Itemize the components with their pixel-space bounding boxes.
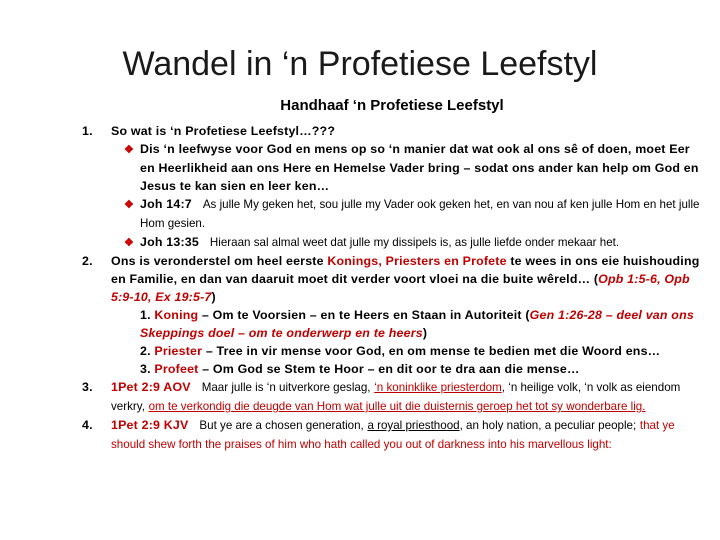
slide-subtitle: Handhaaf ‘n Profetiese Leefstyl <box>280 97 504 114</box>
scripture-ref: 1Pet 2:9 AOV <box>111 380 191 394</box>
scripture-text: As julle My geken het, sou julle my Vader ook geken het, en van nou af ken julle Hom en het julle Hom gesien. <box>140 198 700 230</box>
scripture-ref: Gen 1:26-28 – deel van ons Skeppings doel – om te onderwerp en te heers <box>140 308 694 340</box>
point-number: 4. <box>82 418 93 432</box>
highlight-text: Konings, Priesters en Profete <box>327 254 507 268</box>
bullet-joh-13-35 <box>84 233 704 252</box>
role-word: Priester <box>154 344 203 358</box>
point-number: 3. <box>82 380 93 394</box>
point-text: ) <box>211 290 216 304</box>
scripture-text: Hieraan sal almal weet dat julle my dissipels is, as julle liefde onder mekaar het. <box>209 236 620 249</box>
scripture-highlight: ‘n koninklike priesterdom <box>374 381 502 394</box>
diamond-bullet-icon: ❖ <box>124 237 135 249</box>
sub-text: – Om te Voorsien – en te Heers en Staan in Autoriteit ( <box>201 308 530 322</box>
scripture-ref: 1Pet 2:9 KJV <box>111 418 189 432</box>
bullet-text: Dis ‘n leefwyse voor God en mens op so ‘n manier dat wat ook al ons sê of doen, moet Eer en Heerlikheid aan ons Here en Hemelse Vader bring – sodat ons ander kan help om God en Jesus te kan sien en leer ken… <box>140 142 699 193</box>
sub-point-profeet <box>84 360 704 378</box>
point-text: te wees in ons eie huishouding en Familie, en dan van daaruit moet dit verder voort vloei na die buite wêreld… ( <box>111 254 700 286</box>
question-text: So wat is ‘n Profetiese Leefstyl…??? <box>111 124 336 138</box>
point-2 <box>84 252 704 306</box>
point-1 <box>84 122 704 140</box>
point-text: Ons is veronderstel om heel eerste <box>111 254 324 268</box>
point-number: 2. <box>82 254 93 268</box>
sub-number: 2. <box>140 344 151 358</box>
bullet-joh-14-7 <box>84 195 704 233</box>
scripture-ref: Opb 1:5-6, Opb 5:9-10, Ex 19:5-7 <box>111 272 690 304</box>
sub-text: ) <box>422 326 428 340</box>
scripture-highlight: om te verkondig die deugde van Hom wat julle uit die duisternis geroep het tot sy wonderbare lig. <box>148 400 646 413</box>
point-3 <box>84 378 704 416</box>
scripture-highlight: that ye should shew forth the praises of him who hath called you out of darkness into his marvellous light: <box>111 419 675 451</box>
sub-number: 3. <box>140 362 151 376</box>
sub-text: – Tree in vir mense voor God, en om mense te bedien met die Woord ens… <box>205 344 661 358</box>
role-word: Profeet <box>154 362 199 376</box>
diamond-bullet-icon: ❖ <box>124 144 135 156</box>
role-word: Koning <box>154 308 199 322</box>
scripture-ref: Joh 13:35 <box>140 235 199 249</box>
point-number: 1. <box>82 124 93 138</box>
scripture-highlight: a royal priesthood <box>367 419 460 432</box>
sub-text: – Om God se Stem te Hoor – en dit oor te dra aan die mense… <box>202 362 580 376</box>
sub-point-koning <box>84 306 704 342</box>
scripture-text: , ‘n heilige volk, ‘n volk as eiendom verkry, <box>111 381 681 413</box>
point-4 <box>84 416 704 454</box>
diamond-bullet-icon: ❖ <box>124 199 135 211</box>
scripture-text: Maar julle is ‘n uitverkore geslag, <box>201 381 371 394</box>
scripture-text: But ye are a chosen generation, <box>199 419 364 432</box>
sub-point-priester <box>84 342 704 360</box>
bullet-definition <box>84 140 704 195</box>
scripture-ref: Joh 14:7 <box>140 197 192 211</box>
sub-number: 1. <box>140 308 151 322</box>
slide-body <box>84 122 704 454</box>
scripture-text: , an holy nation, a peculiar people; <box>459 419 637 432</box>
slide-title: Wandel in ‘n Profetiese Leefstyl <box>122 45 598 83</box>
